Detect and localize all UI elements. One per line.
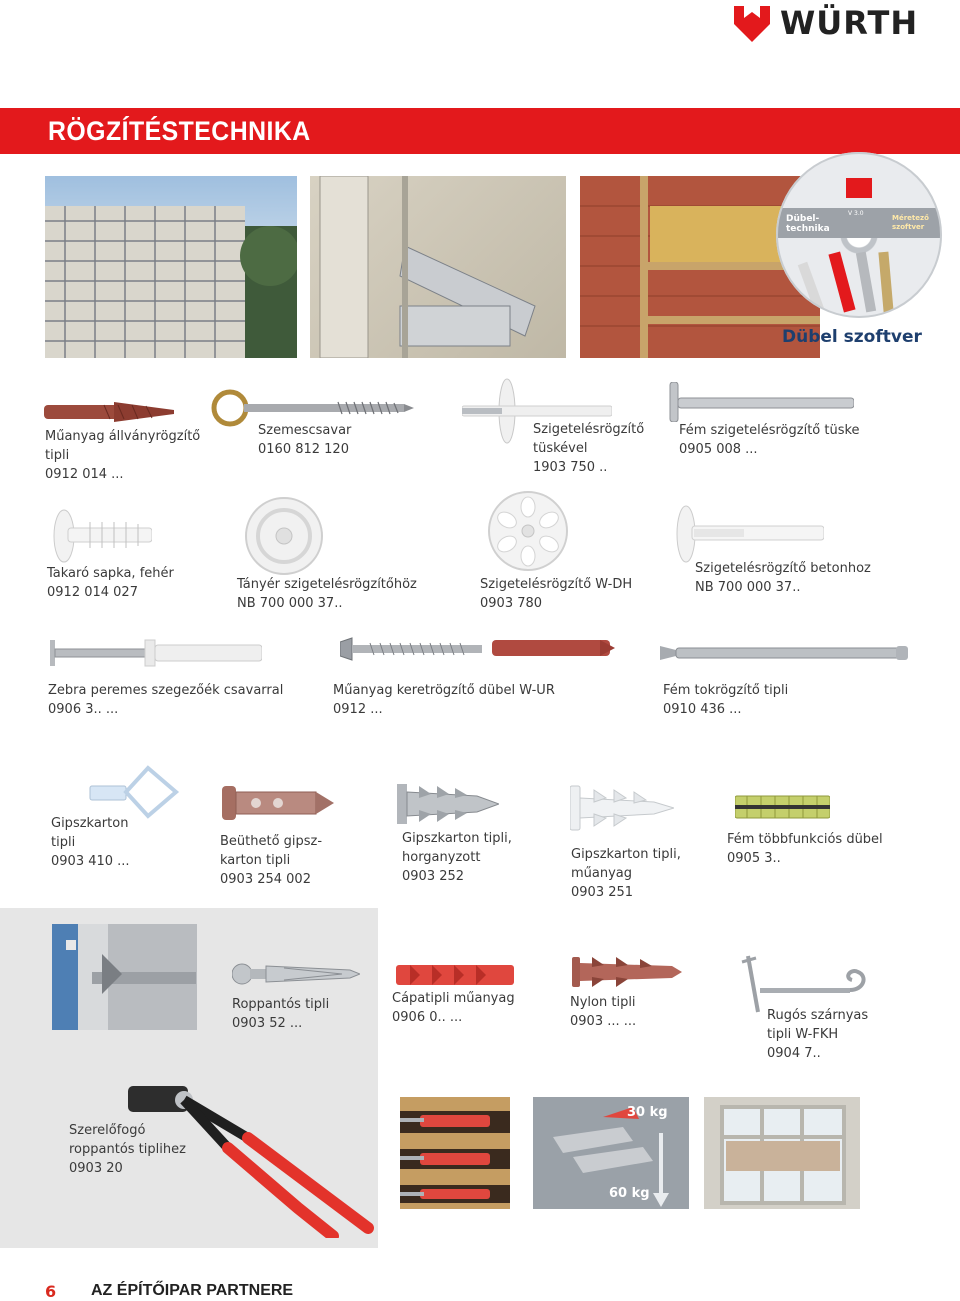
product-code: 0912 014 027 [47,585,138,600]
product-label-insulation-concrete [695,559,871,597]
product-name-cont: karton tipli [220,853,291,868]
product-label-wdh [480,575,632,613]
product-name: Rugós szárnyas [767,1008,869,1023]
product-name: Cápatipli műanyag [392,991,515,1006]
product-label-cover-cap [47,564,174,602]
window-frame-photo [704,1097,860,1209]
zebra-nail-anchor-image [50,636,262,674]
zinc-plasterboard-dowel-image [397,780,499,832]
frame-dowel-image [340,634,615,668]
product-code: 0903 780 [480,596,543,611]
metal-frame-anchor-image [660,642,908,668]
page-number: 6 [45,1282,57,1301]
product-name: Szerelőfogó [69,1123,146,1138]
product-name: Takaró sapka, fehér [47,566,174,581]
metal-insulation-pin-image [668,382,854,426]
product-name: Fém szigetelésrögzítő tüske [679,423,860,438]
product-name-cont: roppantós tiplihez [69,1142,186,1157]
product-label-frame-dowel [333,681,555,719]
product-code: 0904 7.. [767,1046,821,1061]
brand-name: WÜRTH [780,4,919,42]
footer-tagline: AZ ÉPÍTŐIPAR PARTNERE [91,1282,294,1299]
nylon-plug-image [572,955,682,993]
software-cd [776,152,942,318]
product-label-metal-multifunction [727,830,883,868]
product-label-metal-frame [663,681,788,719]
insulation-plate-image [244,496,324,580]
cd-label-right: Méretező szoftver [892,214,929,231]
product-name: Fém többfunkciós dübel [727,832,883,847]
product-label-plastic-plasterboard [571,845,681,902]
product-name: Tányér szigetelésrögzítőhöz [237,577,417,592]
product-code: 0906 3.. ... [48,702,119,717]
cd-title: Dübel szoftver [782,327,922,347]
scaffold-dowel-image [44,400,174,428]
load-test-photo [533,1097,689,1209]
product-name: Szigetelésrögzítő betonhoz [695,561,871,576]
product-name-cont: tipli [45,448,70,463]
product-code: 0903 20 [69,1161,123,1176]
product-label-plasterboard-toggle [51,814,130,871]
product-name: Fém tokrögzítő tipli [663,683,789,698]
product-name: Műanyag állványrögzítő [45,429,201,444]
product-name-cont: tipli W-FKH [767,1027,839,1042]
product-name: Szemescsavar [258,423,352,438]
load-label-bottom: 60 kg [609,1186,650,1201]
product-name: Roppantós tipli [232,997,330,1012]
metal-profile-photo [310,176,566,358]
product-name-cont: tüskével [533,441,588,456]
product-name-cont: tipli [51,835,76,850]
hammer-in-plasterboard-image [222,782,334,828]
product-code: 0905 008 ... [679,442,758,457]
plastic-plasterboard-dowel-image [570,784,674,836]
product-code: 0912 ... [333,702,383,717]
product-label-eye-screw [258,421,351,459]
product-name: Beüthető gipsz- [220,834,323,849]
load-label-top: 30 kg [627,1105,668,1120]
product-code: 0910 436 ... [663,702,742,717]
product-code: 0905 3.. [727,851,781,866]
cd-version: V 3.0 [848,210,864,217]
product-code: 0903 254 002 [220,872,311,887]
product-label-zebra [48,681,283,719]
product-label-spring-toggle [767,1006,868,1063]
product-code: NB 700 000 37.. [237,596,343,611]
product-label-insulation-plate [237,575,417,613]
product-label-insulation-fixer-pin [533,420,644,477]
product-code: 0903 ... ... [570,1014,637,1029]
product-code: 0903 252 [402,869,465,884]
product-label-cavity-anchor [232,995,329,1033]
cover-cap-dowel-image [50,508,152,568]
product-code: 0903 410 ... [51,854,130,869]
product-code: 0906 0.. ... [392,1010,463,1025]
product-label-zinc-plasterboard [402,829,512,886]
product-name-cont: horganyzott [402,850,481,865]
cavity-anchor-wall-photo [52,924,197,1030]
product-label-nylon-plug [570,993,636,1031]
section-title: RÖGZÍTÉSTECHNIKA [48,116,311,146]
product-label-metal-insulation-pin [679,421,860,459]
product-name: Szigetelésrögzítő [533,422,645,437]
product-name: Nylon tipli [570,995,636,1010]
cavity-anchor-image [232,960,360,992]
cd-label-left: Dübel-technika [786,214,830,234]
product-label-hammer-in [220,832,322,889]
wurth-logo-icon [732,2,772,44]
product-label-setting-pliers [69,1121,186,1178]
plugs-in-brick-photo [400,1097,510,1209]
product-label-shark-plug [392,989,515,1027]
product-code: 0912 014 ... [45,467,124,482]
product-code: 0160 812 120 [258,442,349,457]
product-name: Gipszkarton [51,816,129,831]
product-name: Műanyag keretrögzítő dübel W-UR [333,683,555,698]
product-label-scaffold-dowel [45,427,200,484]
insulation-fixer-wdh-image [487,490,569,576]
product-name: Szigetelésrögzítő W-DH [480,577,633,592]
product-name: Gipszkarton tipli, [571,847,681,862]
product-code: 0903 251 [571,885,634,900]
product-name-cont: műanyag [571,866,633,881]
product-code: 0903 52 ... [232,1016,303,1031]
wurth-logo [732,2,932,46]
product-name: Zebra peremes szegezőék csavarral [48,683,284,698]
metal-multifunction-dowel-image [735,792,830,826]
section-banner [0,108,960,154]
product-code: NB 700 000 37.. [695,580,801,595]
product-code: 1903 750 .. [533,460,608,475]
building-scaffold-photo [45,176,297,358]
product-name: Gipszkarton tipli, [402,831,512,846]
shark-plug-image [396,962,514,992]
